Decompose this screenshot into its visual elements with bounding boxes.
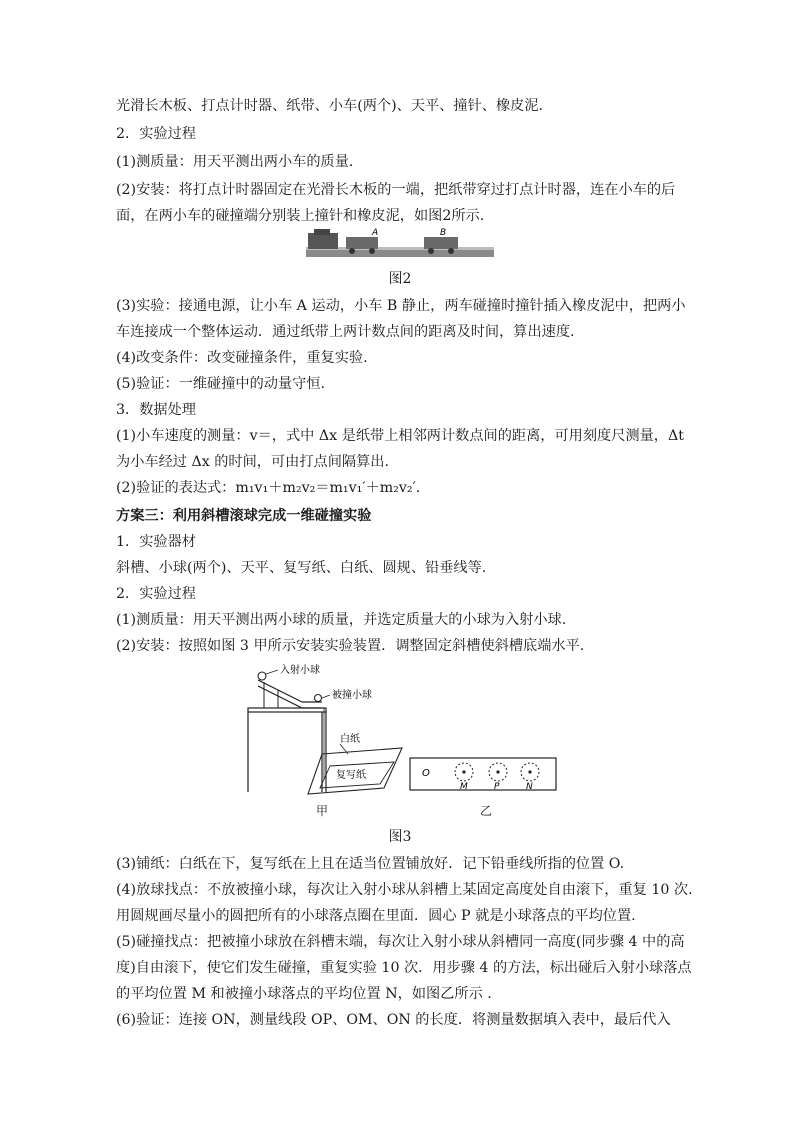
text-line: 2．实验过程	[116, 126, 196, 142]
track-board	[306, 249, 494, 257]
paper-outline	[410, 758, 556, 790]
text-line: 3．数据处理	[116, 402, 196, 418]
text-line: (3)铺纸：白纸在下，复写纸在上且在适当位置铺放好．记下铅垂线所指的位置 O.	[116, 856, 625, 872]
white-paper-label: 白纸	[340, 734, 360, 745]
text-line: 1．实验器材	[116, 534, 196, 550]
carbon-paper-label: 复写纸	[336, 770, 366, 781]
text-line: 的平均位置 M 和被撞小球落点的平均位置 N，如图乙所示 .	[116, 986, 492, 1002]
incident-ball	[258, 672, 266, 680]
text-line: (2)安装：按照如图 3 甲所示安装实验装置．调整固定斜槽使斜槽底端水平.	[116, 638, 585, 654]
text-line: 光滑长木板、打点计时器、纸带、小车(两个)、天平、撞针、橡皮泥.	[116, 98, 544, 114]
cart-a-label: A	[372, 228, 379, 238]
yi-label: 乙	[480, 804, 493, 818]
figure-3-jia-apparatus	[244, 662, 414, 822]
text-line: (2)安装：将打点计时器固定在光滑长木板的一端，把纸带穿过打点计时器，连在小车的后	[116, 182, 676, 198]
section-heading: 方案三：利用斜槽滚球完成一维碰撞实验	[116, 508, 372, 524]
jia-label: 甲	[316, 804, 329, 818]
text-line: 面，在两小车的碰撞端分别装上撞针和橡皮泥，如图2所示.	[116, 208, 485, 224]
text-line: (2)验证的表达式：m₁v₁＋m₂v₂＝m₁v₁′＋m₂v₂′.	[116, 480, 421, 496]
point-o-label: O	[422, 768, 430, 779]
text-line: (6)验证：连接 ON，测量线段 OP、OM、ON 的长度．将测量数据填入表中，最后代入	[116, 1012, 671, 1028]
text-line: 斜槽、小球(两个)、天平、复写纸、白纸、圆规、铅垂线等.	[116, 560, 487, 576]
point-n-label: N	[526, 782, 533, 792]
text-line: (1)测质量：用天平测出两小车的质量.	[116, 154, 354, 170]
ball-in-label: 入射小球	[280, 665, 320, 676]
text-line: (3)实验：接通电源，让小车 A 运动，小车 B 静止，两车碰撞时撞针插入橡皮泥中，把两小	[116, 298, 686, 314]
point-m-label: M	[460, 782, 468, 792]
text-line: (1)小车速度的测量：v＝，式中 Δx 是纸带上相邻两计数点间的距离，可用刻度尺测量，Δt	[116, 428, 684, 444]
cart-b-label: B	[440, 228, 447, 238]
figure-3-caption: 图3	[388, 829, 412, 845]
text-line: (1)测质量：用天平测出两小球的质量，并选定质量大的小球为入射小球.	[116, 612, 567, 628]
cart-a	[346, 237, 378, 249]
text-line: 2．实验过程	[116, 586, 196, 602]
text-line: (4)放球找点：不放被撞小球，每次让入射小球从斜槽上某固定高度处自由滚下，重复 10 次.	[116, 882, 693, 898]
ball-hit-label: 被撞小球	[332, 690, 372, 701]
text-line: 为小车经过 Δx 的时间，可由打点间隔算出.	[116, 454, 389, 470]
point-p-label: P	[494, 782, 500, 792]
text-line: 车连接成一个整体运动．通过纸带上两计数点间的距离及时间，算出速度.	[116, 324, 575, 340]
figure-2-cart-track	[304, 225, 496, 263]
figure-3-yi-landing-points	[408, 754, 560, 800]
text-line: 度)自由滚下，使它们发生碰撞，重复实验 10 次．用步骤 4 的方法，标出碰后入射小球落点	[116, 960, 692, 976]
cart-b	[424, 237, 458, 249]
text-line: (4)改变条件：改变碰撞条件，重复实验.	[116, 350, 368, 366]
ramp	[258, 680, 302, 702]
timer-device	[308, 233, 338, 249]
text-line: (5)碰撞找点：把被撞小球放在斜槽末端，每次让入射小球从斜槽同一高度(同步骤 4 中的高	[116, 934, 685, 950]
text-line: (5)验证：一维碰撞中的动量守恒.	[116, 376, 326, 392]
target-ball	[315, 695, 322, 702]
figure-2-caption: 图2	[388, 271, 412, 287]
text-line: 用圆规画尽量小的圆把所有的小球落点圈在里面．圆心 P 就是小球落点的平均位置.	[116, 908, 636, 924]
